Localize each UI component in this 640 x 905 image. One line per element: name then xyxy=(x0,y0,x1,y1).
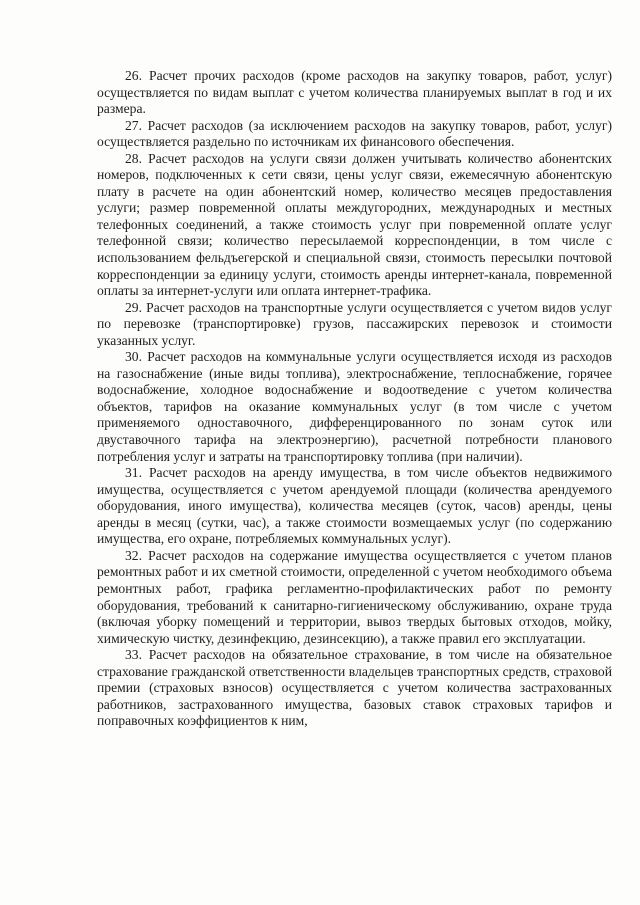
paragraph-26: 26. Расчет прочих расходов (кроме расходов на закупку товаров, работ, услуг) осуществляется по видам выплат с учетом количества планируемых выплат в год и их размера. xyxy=(97,68,612,117)
paragraph-32: 32. Расчет расходов на содержание имущества осуществляется с учетом планов ремонтных работ и их сметной стоимости, определенной с учетом необходимого объема ремонтных работ, графика регламентно-профилактических работ по ремонту оборудования, требований к санитарно-гигиеническому обслуживанию, охране труда (включая уборку помещений и территории, вывоз твердых бытовых отходов, мойку, химическую чистку, дезинфекцию, дезинсекцию), а также правил его эксплуатации. xyxy=(97,547,612,646)
paragraph-29: 29. Расчет расходов на транспортные услуги осуществляется с учетом видов услуг по перевозке (транспортировке) грузов, пассажирских перевозок и стоимости указанных услуг. xyxy=(97,299,612,348)
paragraph-27: 27. Расчет расходов (за исключением расходов на закупку товаров, работ, услуг) осуществляется раздельно по источникам их финансового обеспечения. xyxy=(97,117,612,150)
paragraph-30: 30. Расчет расходов на коммунальные услуги осуществляется исходя из расходов на газоснабжение (иные виды топлива), электроснабжение, теплоснабжение, горячее водоснабжение, холодное водоснабжение и водоотведение с учетом количества объектов, тарифов на оказание коммунальных услуг (в том числе с учетом применяемого одноставочного, дифференцированного по зонам суток или двуставочного тарифа на электроэнергию), расчетной потребности планового потребления услуг и затраты на транспортировку топлива (при наличии). xyxy=(97,349,612,464)
paragraph-33: 33. Расчет расходов на обязательное страхование, в том числе на обязательное страхование гражданской ответственности владельцев транспортных средств, страховой премии (страховых взносов) осуществляется с учетом количества застрахованных работников, застрахованного имущества, базовых ставок страховых тарифов и поправочных коэффициентов к ним, xyxy=(97,647,612,729)
paragraph-31: 31. Расчет расходов на аренду имущества, в том числе объектов недвижимого имущества, осуществляется с учетом арендуемой площади (количества арендуемого оборудования, иного имущества), количества месяцев (суток, часов) аренды, цены аренды в месяц (сутки, час), а также стоимости возмещаемых услуг (по содержанию имущества, его охране, потребляемых коммунальных услуг). xyxy=(97,465,612,547)
paragraph-28: 28. Расчет расходов на услуги связи должен учитывать количество абонентских номеров, подключенных к сети связи, цены услуг связи, ежемесячную абонентскую плату в расчете на один абонентский номер, количество месяцев предоставления услуги; размер повременной оплаты междугородних, международных и местных телефонных соединений, а также стоимость услуг при повременной оплате услуг телефонной связи; количество пересылаемой корреспонденции, в том числе с использованием фельдъегерской и специальной связи, стоимость пересылки почтовой корреспонденции за единицу услуги, стоимость аренды интернет-канала, повременной оплаты за интернет-услуги или оплата интернет-трафика. xyxy=(97,150,612,299)
document-body xyxy=(97,68,612,730)
